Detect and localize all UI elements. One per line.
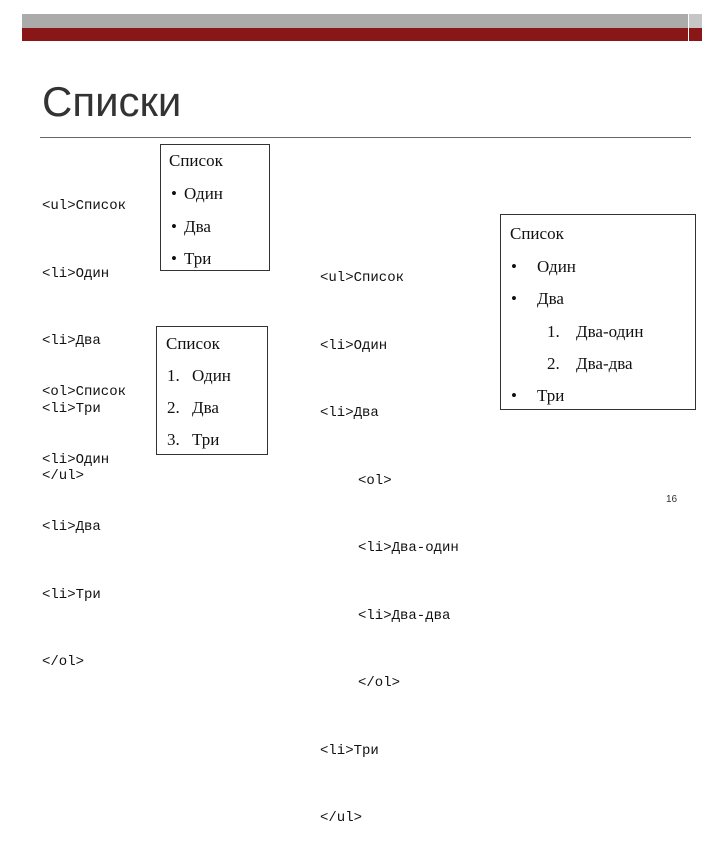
list-bullet: • bbox=[171, 184, 177, 203]
list-number: 2. bbox=[167, 398, 180, 417]
ol-render-box bbox=[156, 326, 268, 455]
header-bar-red bbox=[22, 28, 688, 41]
list-item: Три bbox=[184, 249, 212, 268]
list-number: 1. bbox=[547, 322, 560, 341]
page-number: 16 bbox=[666, 494, 678, 505]
corner-square-red bbox=[689, 28, 702, 41]
slide-title: Списки bbox=[42, 78, 182, 125]
header-bar-gray bbox=[22, 14, 688, 28]
nested-render-box bbox=[500, 214, 696, 410]
code-line: </ol> bbox=[42, 654, 85, 670]
code-line: <li>Два bbox=[42, 519, 101, 535]
list-number: 2. bbox=[547, 354, 560, 373]
code-line: <li>Один bbox=[42, 451, 110, 468]
render-title: Список bbox=[510, 224, 564, 243]
list-item: Два bbox=[537, 289, 564, 308]
list-item: Один bbox=[192, 366, 231, 385]
code-line: <li>Три bbox=[42, 400, 101, 417]
code-line: </ul> bbox=[42, 468, 85, 484]
code-line: <li>Один bbox=[42, 265, 110, 282]
list-item: Три bbox=[192, 430, 220, 449]
corner-square-gray bbox=[689, 14, 702, 28]
list-item: Два bbox=[184, 217, 211, 236]
list-bullet: • bbox=[511, 289, 517, 308]
title-divider bbox=[40, 137, 691, 138]
code-line: </ol> bbox=[358, 675, 401, 691]
code-line: <li>Три bbox=[320, 742, 379, 759]
list-bullet: • bbox=[511, 386, 517, 405]
list-item: Два-один bbox=[576, 322, 644, 341]
list-item: Два bbox=[192, 398, 219, 417]
code-line: <li>Два-один bbox=[358, 540, 459, 556]
code-line: <ul>Список bbox=[320, 270, 405, 286]
list-bullet: • bbox=[511, 257, 517, 276]
code-line: <li>Три bbox=[42, 586, 101, 603]
list-item: Один bbox=[184, 184, 223, 203]
code-line: <li>Два bbox=[42, 333, 101, 349]
code-line: <ol>Список bbox=[42, 384, 127, 400]
code-line: <ol> bbox=[358, 472, 392, 489]
code-line: <li>Один bbox=[320, 337, 388, 354]
list-bullet: • bbox=[171, 217, 177, 236]
ul-render-box bbox=[160, 144, 270, 271]
code-line: <li>Два-два bbox=[358, 607, 451, 624]
code-line: </ul> bbox=[320, 810, 363, 826]
ol-code-block bbox=[42, 336, 126, 696]
list-item: Один bbox=[537, 257, 576, 276]
code-line: <li>Два bbox=[320, 405, 379, 421]
render-title: Список bbox=[166, 334, 220, 353]
nested-code-block bbox=[320, 222, 459, 852]
code-line: <ul>Список bbox=[42, 198, 127, 214]
render-title: Список bbox=[169, 151, 223, 170]
list-item: Три bbox=[537, 386, 565, 405]
list-item: Два-два bbox=[576, 354, 633, 373]
list-number: 3. bbox=[167, 430, 180, 449]
list-number: 1. bbox=[167, 366, 180, 385]
list-bullet: • bbox=[171, 249, 177, 268]
